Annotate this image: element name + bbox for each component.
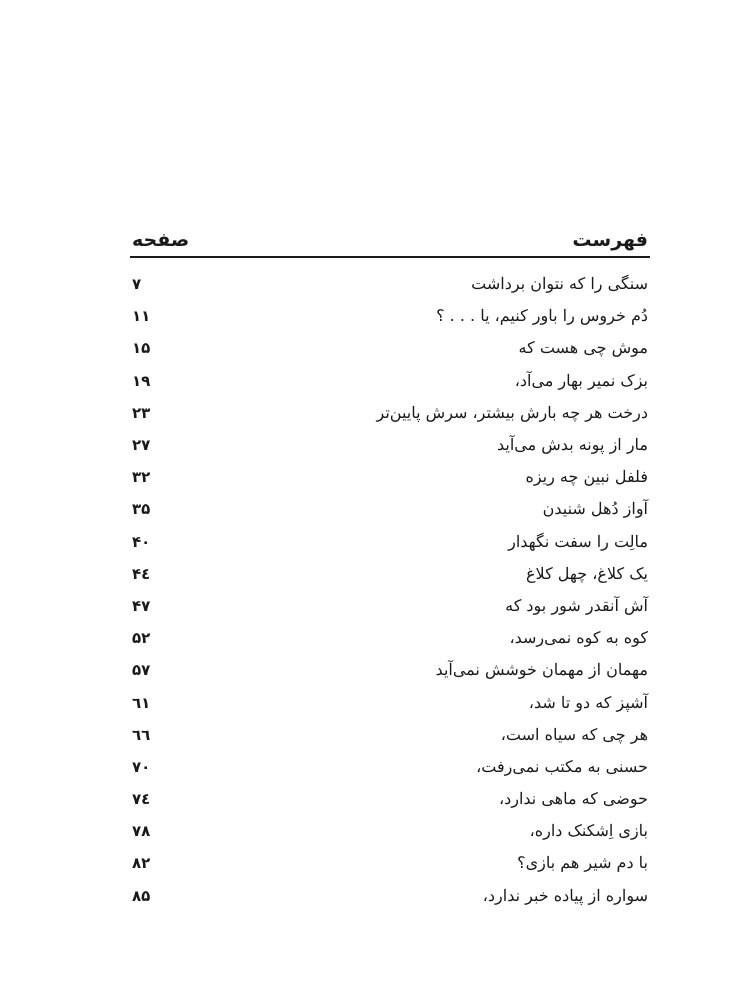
toc-entry [130, 783, 650, 815]
toc-entry-page: ۵۷ [132, 661, 151, 680]
toc-list [130, 268, 650, 912]
toc-entry [130, 268, 650, 300]
toc-entry [130, 751, 650, 783]
toc-entry-page: ۷ [132, 275, 142, 294]
toc-entry-page: ۸۵ [132, 886, 151, 905]
toc-entry-page: ٦۱ [132, 693, 151, 712]
toc-entry [130, 300, 650, 332]
toc-title: فهرست [572, 229, 648, 251]
toc-entry [130, 880, 650, 912]
toc-entry-title: سنگی را که نتوان برداشت [471, 274, 648, 294]
toc-entry-page: ۷۰ [132, 757, 151, 776]
toc-entry [130, 429, 650, 461]
toc-entry-page: ۸۲ [132, 854, 151, 873]
toc-entry-title: آش آنقدر شور بود که [505, 595, 648, 615]
toc-entry-page: ٦٦ [132, 725, 151, 744]
toc-entry [130, 526, 650, 558]
toc-entry [130, 622, 650, 654]
toc-entry-title: آواز دُهل شنیدن [542, 499, 648, 519]
toc-entry-title: یک کلاغ، چهل کلاغ [526, 563, 648, 583]
toc-entry [130, 332, 650, 364]
toc-entry-title: هر چی که سیاه است، [500, 724, 648, 744]
toc-entry-title: دُم خروس را باور کنیم، یا . . . ؟ [436, 306, 648, 326]
toc-entry-title: فلفل نبین چه ریزه [525, 467, 648, 487]
toc-entry [130, 815, 650, 847]
toc-entry [130, 365, 650, 397]
toc-entry-title: مالِت را سفت نگهدار [508, 531, 648, 551]
toc-entry-title: سواره از پیاده خبر ندارد، [482, 885, 648, 905]
toc-entry-page: ۷۸ [132, 822, 151, 841]
toc-entry [130, 590, 650, 622]
toc-entry-title: کوه به کوه نمی‌رسد، [509, 628, 648, 648]
toc-entry [130, 719, 650, 751]
toc-entry-page: ۴۰ [132, 532, 151, 551]
toc-entry-page: ۳۲ [132, 468, 151, 487]
toc-entry-title: حوضی که ماهی ندارد، [498, 789, 648, 809]
toc-entry [130, 654, 650, 686]
toc-entry [130, 493, 650, 525]
toc-entry-title: درخت هر چه بارش بیشتر، سرش پایین‌تر [376, 402, 648, 422]
toc-entry-page: ۷٤ [132, 790, 151, 809]
toc-entry-page: ۴۷ [132, 596, 151, 615]
toc-entry-title: بازی اِشکنک داره، [529, 821, 648, 841]
toc-entry-title: با دم شیر هم بازی؟ [517, 853, 648, 873]
toc-entry-title: آشپز که دو تا شد، [528, 692, 648, 712]
toc-entry [130, 461, 650, 493]
toc-entry [130, 397, 650, 429]
toc-entry [130, 558, 650, 590]
toc-entry-title: حسنی به مکتب نمی‌رفت، [476, 756, 648, 776]
toc-entry [130, 686, 650, 718]
toc-entry-page: ۱۱ [132, 307, 151, 326]
toc-header [130, 222, 650, 258]
toc-entry-page: ۲۷ [132, 436, 151, 455]
toc-page-heading: صفحه [132, 229, 190, 251]
toc-entry-page: ۵۲ [132, 629, 151, 648]
toc-entry-page: ۱۹ [132, 371, 151, 390]
toc-entry-page: ۱۵ [132, 339, 151, 358]
toc-entry-page: ۴٤ [132, 564, 151, 583]
toc-entry-page: ۲۳ [132, 403, 151, 422]
toc-entry-page: ۳۵ [132, 500, 151, 519]
toc-entry-title: مار از پونه بدش می‌آید [496, 435, 648, 455]
toc-entry-title: مهمان از مهمان خوشش نمی‌آید [435, 660, 648, 680]
toc-entry-title: موش چی هست که [518, 338, 648, 358]
toc-entry-title: بزک نمیر بهار می‌آد، [514, 370, 648, 390]
table-of-contents [130, 222, 650, 912]
toc-entry [130, 847, 650, 879]
